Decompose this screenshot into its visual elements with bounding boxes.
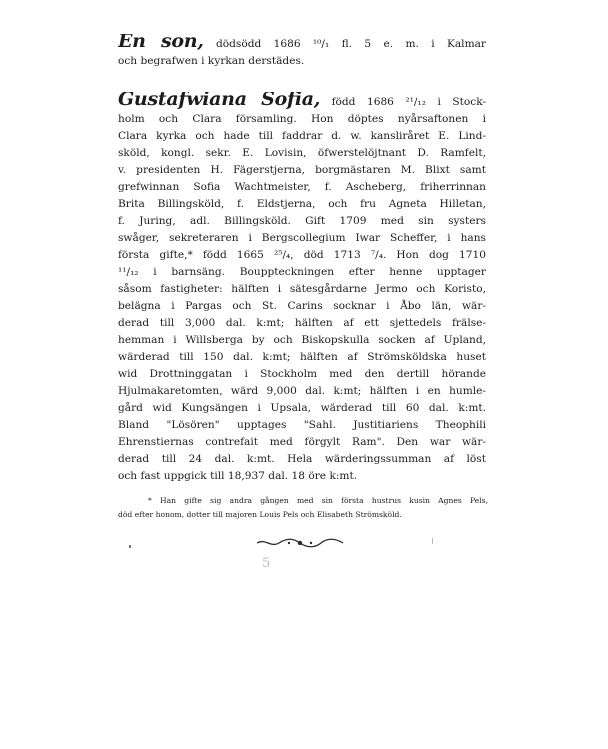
body-line: och fast uppgick till 18,937 dal. 18 öre k:mt. — [118, 470, 358, 482]
body-line: Clara kyrka och hade till faddrar d. w. kansliråret E. Lind- — [118, 130, 486, 142]
footnote-line-1: * Han gifte sig andra gången med sin första hustrus kusin Agnes Pels, — [148, 496, 488, 505]
body-line: swåger, sekreteraren i Bergscollegium Iwar Scheffer, i hans — [118, 232, 486, 244]
body-line: ¹¹/₁₂ i barnsäng. Bouppteckningen efter henne upptager — [118, 266, 486, 278]
body-line: derad till 24 dal. k:mt. Hela wärderingssumman af löst — [118, 453, 486, 465]
entry1-line-2: och begrafwen i kyrkan derstädes. — [118, 55, 305, 67]
body-line: Hjulmakaretomten, wärd 9,000 dal. k:mt; hälften i en humle- — [118, 385, 486, 397]
body-line: belägna i Pargas och St. Carins socknar i Åbo län, wär- — [118, 300, 486, 312]
page-speck — [432, 538, 433, 544]
body-line: holm och Clara församling. Hon döptes nyårsaftonen i — [118, 113, 486, 125]
entry1-line-1 — [118, 34, 486, 52]
body-line: wärderad till 150 dal. k:mt; hälften af Strömsköldska huset — [118, 351, 486, 363]
body-line: såsom fastigheter: hälften i sätesgårdarne Jermo och Koristo, — [118, 283, 486, 295]
entry2-line-1-text: född 1686 ²¹/₁₂ i Stock- — [331, 96, 486, 108]
page-speck — [129, 545, 131, 548]
page-number: 5 — [262, 556, 281, 571]
body-line: wid Drottninggatan i Stockholm med den dertill hörande — [118, 368, 486, 380]
body-line: derad till 3,000 dal. k:mt; hälften af ett sjettedels frälse- — [118, 317, 486, 329]
entry2-line-1 — [118, 92, 486, 110]
body-line: f. Juring, adl. Billingsköld. Gift 1709 med sin systers — [118, 215, 486, 227]
ornament-divider — [255, 536, 345, 550]
body-line: grefwinnan Sofia Wachtmeister, f. Ascheberg, friherrinnan — [118, 181, 486, 193]
body-line: v. presidenten H. Fägerstjerna, borgmästaren M. Blixt samt — [118, 164, 486, 176]
body-line: gård wid Kungsängen i Upsala, wärderad till 60 dal. k:mt. — [118, 402, 486, 414]
body-line: första gifte,* född 1665 ²⁵/₄, död 1713 ⁷/₄. Hon dog 1710 — [118, 249, 486, 261]
body-line: sköld, kongl. sekr. E. Lovisin, öfwerstelöjtnant D. Ramfelt, — [118, 147, 486, 159]
footnote-line-2: död efter honom, dotter till majoren Louis Pels och Elisabeth Strömsköld. — [118, 510, 402, 519]
body-line: Ehrenstiernas contrefait med förgylt Ram". Den war wär- — [118, 436, 486, 448]
entry1-lead-name: En son, — [118, 34, 204, 52]
body-line: hemman i Willsberga by och Biskopskulla socken af Upland, — [118, 334, 486, 346]
entry1-line-1-text: dödsödd 1686 ¹⁰/₁ fl. 5 e. m. i Kalmar — [215, 38, 486, 50]
body-line: Bland "Lösören" upptages "Sahl. Justitiariens Theophili — [118, 419, 486, 431]
entry2-lead-name: Gustafwiana Sofia, — [118, 92, 321, 110]
body-line: Brita Billingsköld, f. Eldstjerna, och fru Agneta Hilletan, — [118, 198, 486, 210]
